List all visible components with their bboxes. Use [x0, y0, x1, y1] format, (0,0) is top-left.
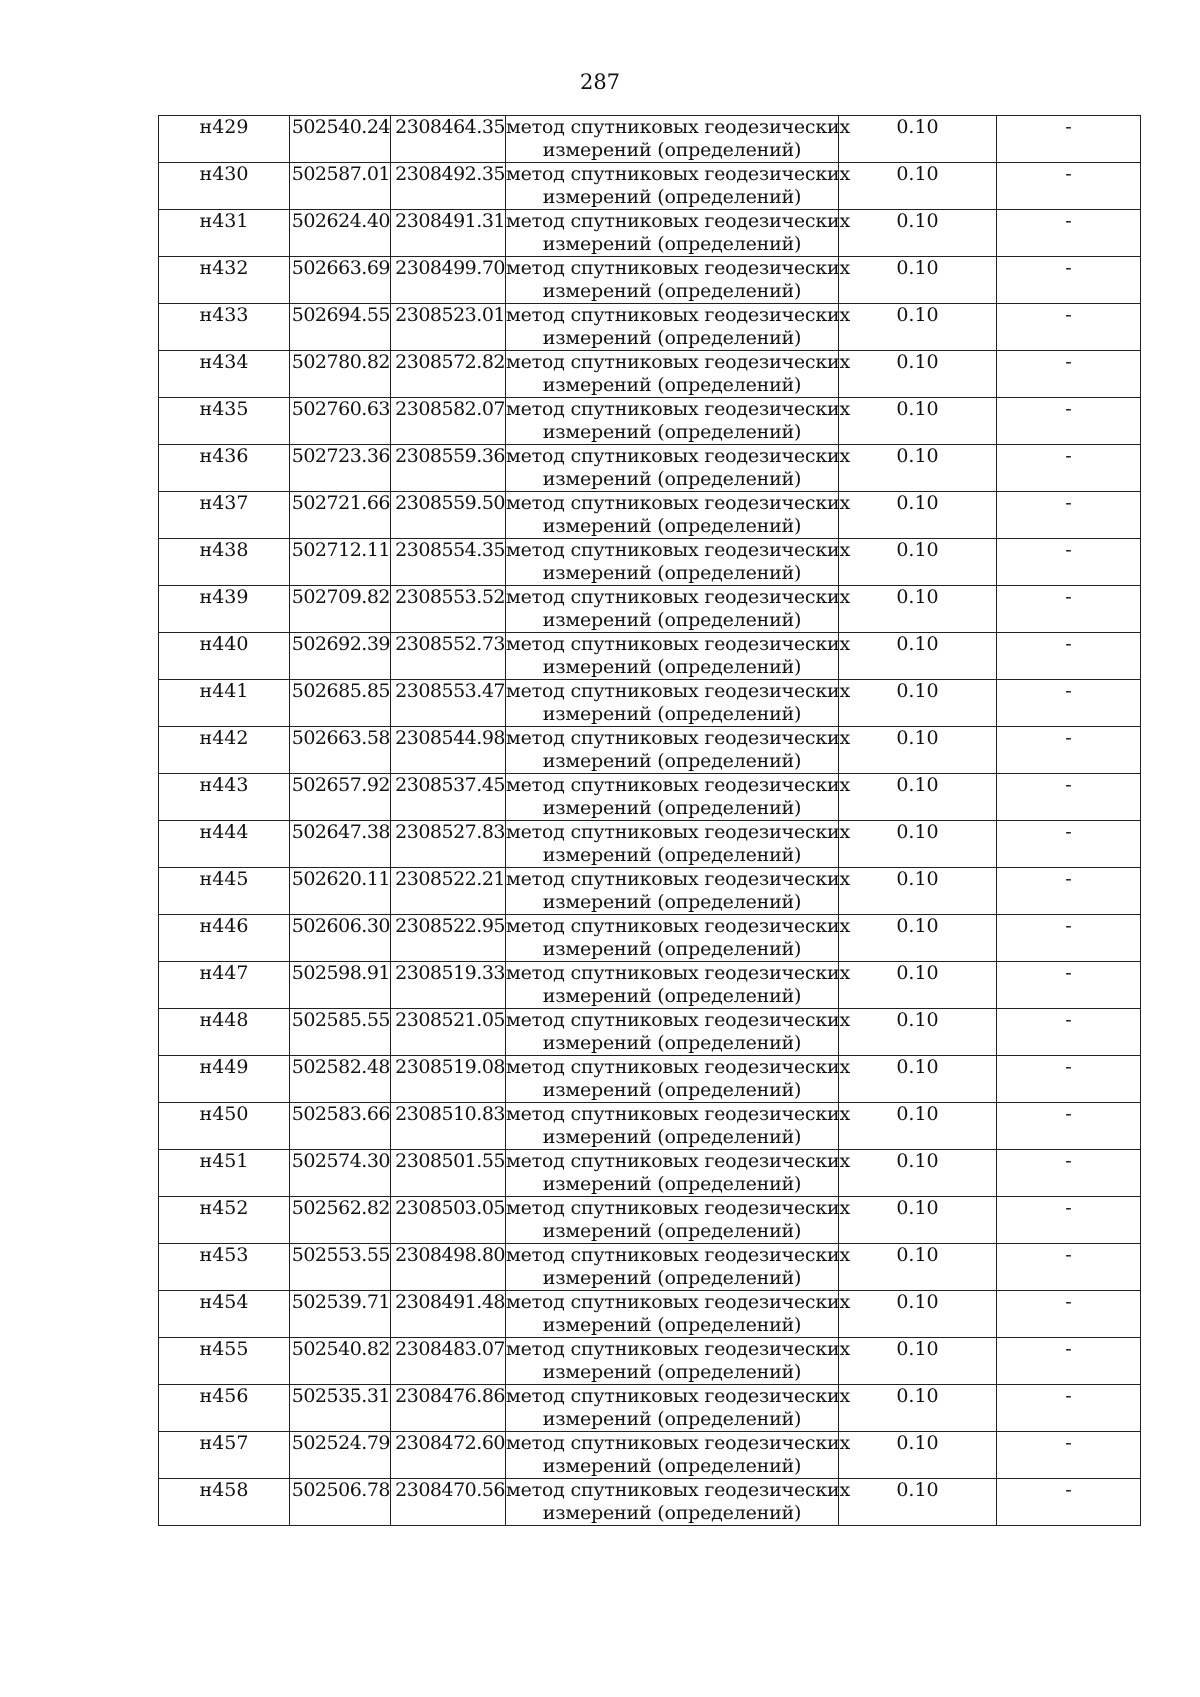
point-id-cell: н444	[159, 821, 290, 868]
method-line-1: метод спутниковых геодезических	[506, 1197, 851, 1219]
method-cell	[506, 1244, 851, 1291]
table-row	[159, 351, 1141, 398]
y-coordinate-cell: 2308552.73	[391, 633, 506, 680]
x-coordinate-cell: 502620.11	[290, 868, 391, 915]
y-coordinate-cell: 2308522.21	[391, 868, 506, 915]
method-line-1: метод спутниковых геодезических	[506, 633, 851, 655]
coordinates-table	[158, 115, 1141, 1526]
point-id-cell: н455	[159, 1338, 290, 1385]
y-coordinate-cell: 2308572.82	[391, 351, 506, 398]
x-coordinate-cell: 502587.01	[290, 163, 391, 210]
accuracy-cell: 0.10	[839, 116, 997, 163]
point-id-cell: н435	[159, 398, 290, 445]
description-cell: -	[997, 1009, 1141, 1056]
x-coordinate-cell: 502723.36	[290, 445, 391, 492]
method-cell	[506, 116, 851, 163]
table-row	[159, 1244, 1141, 1291]
table-row	[159, 1009, 1141, 1056]
y-coordinate-cell: 2308499.70	[391, 257, 506, 304]
point-id-cell: н447	[159, 962, 290, 1009]
method-line-2: измерений (определений)	[542, 844, 802, 866]
method-line-2: измерений (определений)	[542, 1173, 802, 1195]
description-cell: -	[997, 586, 1141, 633]
x-coordinate-cell: 502709.82	[290, 586, 391, 633]
table-row	[159, 539, 1141, 586]
accuracy-cell: 0.10	[839, 445, 997, 492]
method-line-1: метод спутниковых геодезических	[506, 351, 851, 373]
point-id-cell: н441	[159, 680, 290, 727]
description-cell: -	[997, 1244, 1141, 1291]
method-line-2: измерений (определений)	[542, 1079, 802, 1101]
table-row	[159, 304, 1141, 351]
method-line-2: измерений (определений)	[542, 280, 802, 302]
point-id-cell: н442	[159, 727, 290, 774]
method-line-2: измерений (определений)	[542, 1220, 802, 1242]
method-line-2: измерений (определений)	[542, 139, 802, 161]
method-line-2: измерений (определений)	[542, 233, 802, 255]
accuracy-cell: 0.10	[839, 821, 997, 868]
method-cell	[506, 492, 851, 539]
x-coordinate-cell: 502540.82	[290, 1338, 391, 1385]
point-id-cell: н432	[159, 257, 290, 304]
point-id-cell: н450	[159, 1103, 290, 1150]
point-id-cell: н458	[159, 1479, 290, 1526]
method-cell	[506, 1056, 851, 1103]
accuracy-cell: 0.10	[839, 351, 997, 398]
method-line-2: измерений (определений)	[542, 797, 802, 819]
method-line-2: измерений (определений)	[542, 750, 802, 772]
table-row	[159, 962, 1141, 1009]
y-coordinate-cell: 2308491.31	[391, 210, 506, 257]
description-cell: -	[997, 1385, 1141, 1432]
x-coordinate-cell: 502685.85	[290, 680, 391, 727]
y-coordinate-cell: 2308501.55	[391, 1150, 506, 1197]
table-row	[159, 445, 1141, 492]
method-cell	[506, 1291, 851, 1338]
description-cell: -	[997, 1432, 1141, 1479]
method-line-1: метод спутниковых геодезических	[506, 398, 851, 420]
description-cell: -	[997, 257, 1141, 304]
accuracy-cell: 0.10	[839, 633, 997, 680]
method-line-2: измерений (определений)	[542, 1314, 802, 1336]
y-coordinate-cell: 2308559.50	[391, 492, 506, 539]
table-row	[159, 1432, 1141, 1479]
x-coordinate-cell: 502624.40	[290, 210, 391, 257]
description-cell: -	[997, 351, 1141, 398]
method-line-1: метод спутниковых геодезических	[506, 1479, 851, 1501]
method-line-1: метод спутниковых геодезических	[506, 1150, 851, 1172]
accuracy-cell: 0.10	[839, 727, 997, 774]
method-cell	[506, 868, 851, 915]
y-coordinate-cell: 2308519.33	[391, 962, 506, 1009]
description-cell: -	[997, 774, 1141, 821]
method-line-2: измерений (определений)	[542, 938, 802, 960]
x-coordinate-cell: 502582.48	[290, 1056, 391, 1103]
accuracy-cell: 0.10	[839, 163, 997, 210]
description-cell: -	[997, 116, 1141, 163]
description-cell: -	[997, 1056, 1141, 1103]
method-cell	[506, 210, 851, 257]
description-cell: -	[997, 1338, 1141, 1385]
table-row	[159, 1338, 1141, 1385]
method-line-2: измерений (определений)	[542, 891, 802, 913]
y-coordinate-cell: 2308476.86	[391, 1385, 506, 1432]
x-coordinate-cell: 502506.78	[290, 1479, 391, 1526]
table-row	[159, 1103, 1141, 1150]
method-line-1: метод спутниковых геодезических	[506, 1009, 851, 1031]
x-coordinate-cell: 502692.39	[290, 633, 391, 680]
description-cell: -	[997, 1103, 1141, 1150]
x-coordinate-cell: 502540.24	[290, 116, 391, 163]
point-id-cell: н457	[159, 1432, 290, 1479]
x-coordinate-cell: 502760.63	[290, 398, 391, 445]
method-line-2: измерений (определений)	[542, 1408, 802, 1430]
method-line-1: метод спутниковых геодезических	[506, 1291, 851, 1313]
point-id-cell: н436	[159, 445, 290, 492]
method-cell	[506, 1009, 851, 1056]
method-line-1: метод спутниковых геодезических	[506, 163, 851, 185]
method-line-1: метод спутниковых геодезических	[506, 492, 851, 514]
method-cell	[506, 539, 851, 586]
point-id-cell: н449	[159, 1056, 290, 1103]
accuracy-cell: 0.10	[839, 1150, 997, 1197]
table-row	[159, 1385, 1141, 1432]
point-id-cell: н433	[159, 304, 290, 351]
y-coordinate-cell: 2308522.95	[391, 915, 506, 962]
method-line-2: измерений (определений)	[542, 609, 802, 631]
method-line-1: метод спутниковых геодезических	[506, 210, 851, 232]
accuracy-cell: 0.10	[839, 1056, 997, 1103]
method-cell	[506, 445, 851, 492]
method-line-1: метод спутниковых геодезических	[506, 962, 851, 984]
accuracy-cell: 0.10	[839, 1479, 997, 1526]
description-cell: -	[997, 492, 1141, 539]
point-id-cell: н440	[159, 633, 290, 680]
method-line-2: измерений (определений)	[542, 468, 802, 490]
y-coordinate-cell: 2308472.60	[391, 1432, 506, 1479]
accuracy-cell: 0.10	[839, 774, 997, 821]
point-id-cell: н454	[159, 1291, 290, 1338]
method-line-2: измерений (определений)	[542, 327, 802, 349]
accuracy-cell: 0.10	[839, 1432, 997, 1479]
method-line-1: метод спутниковых геодезических	[506, 1338, 851, 1360]
point-id-cell: н446	[159, 915, 290, 962]
x-coordinate-cell: 502574.30	[290, 1150, 391, 1197]
y-coordinate-cell: 2308559.36	[391, 445, 506, 492]
table-row	[159, 257, 1141, 304]
x-coordinate-cell: 502780.82	[290, 351, 391, 398]
method-cell	[506, 1197, 851, 1244]
point-id-cell: н445	[159, 868, 290, 915]
description-cell: -	[997, 727, 1141, 774]
method-cell	[506, 398, 851, 445]
method-line-2: измерений (определений)	[542, 1361, 802, 1383]
method-line-2: измерений (определений)	[542, 985, 802, 1007]
y-coordinate-cell: 2308503.05	[391, 1197, 506, 1244]
accuracy-cell: 0.10	[839, 586, 997, 633]
description-cell: -	[997, 163, 1141, 210]
y-coordinate-cell: 2308519.08	[391, 1056, 506, 1103]
method-cell	[506, 915, 851, 962]
x-coordinate-cell: 502583.66	[290, 1103, 391, 1150]
y-coordinate-cell: 2308470.56	[391, 1479, 506, 1526]
accuracy-cell: 0.10	[839, 304, 997, 351]
coordinates-table-body	[159, 116, 1141, 1526]
method-cell	[506, 821, 851, 868]
y-coordinate-cell: 2308464.35	[391, 116, 506, 163]
description-cell: -	[997, 210, 1141, 257]
page-number: 287	[579, 70, 621, 94]
x-coordinate-cell: 502606.30	[290, 915, 391, 962]
method-line-1: метод спутниковых геодезических	[506, 116, 851, 138]
table-row	[159, 774, 1141, 821]
method-line-2: измерений (определений)	[542, 515, 802, 537]
accuracy-cell: 0.10	[839, 1009, 997, 1056]
description-cell: -	[997, 1479, 1141, 1526]
description-cell: -	[997, 304, 1141, 351]
table-row	[159, 915, 1141, 962]
method-line-1: метод спутниковых геодезических	[506, 1244, 851, 1266]
description-cell: -	[997, 915, 1141, 962]
x-coordinate-cell: 502647.38	[290, 821, 391, 868]
table-row	[159, 163, 1141, 210]
table-row	[159, 116, 1141, 163]
y-coordinate-cell: 2308553.47	[391, 680, 506, 727]
accuracy-cell: 0.10	[839, 1244, 997, 1291]
y-coordinate-cell: 2308523.01	[391, 304, 506, 351]
x-coordinate-cell: 502721.66	[290, 492, 391, 539]
description-cell: -	[997, 962, 1141, 1009]
description-cell: -	[997, 680, 1141, 727]
table-row	[159, 821, 1141, 868]
y-coordinate-cell: 2308498.80	[391, 1244, 506, 1291]
y-coordinate-cell: 2308544.98	[391, 727, 506, 774]
method-cell	[506, 163, 851, 210]
x-coordinate-cell: 502562.82	[290, 1197, 391, 1244]
accuracy-cell: 0.10	[839, 210, 997, 257]
y-coordinate-cell: 2308491.48	[391, 1291, 506, 1338]
method-cell	[506, 633, 851, 680]
accuracy-cell: 0.10	[839, 1197, 997, 1244]
method-line-2: измерений (определений)	[542, 1032, 802, 1054]
accuracy-cell: 0.10	[839, 398, 997, 445]
description-cell: -	[997, 1291, 1141, 1338]
accuracy-cell: 0.10	[839, 539, 997, 586]
point-id-cell: н439	[159, 586, 290, 633]
point-id-cell: н443	[159, 774, 290, 821]
method-line-2: измерений (определений)	[542, 703, 802, 725]
method-line-2: измерений (определений)	[542, 1267, 802, 1289]
point-id-cell: н453	[159, 1244, 290, 1291]
description-cell: -	[997, 868, 1141, 915]
accuracy-cell: 0.10	[839, 680, 997, 727]
y-coordinate-cell: 2308483.07	[391, 1338, 506, 1385]
table-row	[159, 1056, 1141, 1103]
method-cell	[506, 304, 851, 351]
x-coordinate-cell: 502663.58	[290, 727, 391, 774]
description-cell: -	[997, 633, 1141, 680]
y-coordinate-cell: 2308582.07	[391, 398, 506, 445]
description-cell: -	[997, 1197, 1141, 1244]
description-cell: -	[997, 445, 1141, 492]
point-id-cell: н429	[159, 116, 290, 163]
method-line-2: измерений (определений)	[542, 186, 802, 208]
x-coordinate-cell: 502663.69	[290, 257, 391, 304]
method-line-1: метод спутниковых геодезических	[506, 727, 851, 749]
method-line-2: измерений (определений)	[542, 1455, 802, 1477]
table-row	[159, 1150, 1141, 1197]
y-coordinate-cell: 2308553.52	[391, 586, 506, 633]
table-row	[159, 1479, 1141, 1526]
method-cell	[506, 257, 851, 304]
method-line-2: измерений (определений)	[542, 421, 802, 443]
table-row	[159, 633, 1141, 680]
method-cell	[506, 1103, 851, 1150]
method-line-2: измерений (определений)	[542, 1126, 802, 1148]
method-line-1: метод спутниковых геодезических	[506, 1103, 851, 1125]
table-row	[159, 210, 1141, 257]
y-coordinate-cell: 2308510.83	[391, 1103, 506, 1150]
method-line-1: метод спутниковых геодезических	[506, 257, 851, 279]
method-line-2: измерений (определений)	[542, 562, 802, 584]
x-coordinate-cell: 502553.55	[290, 1244, 391, 1291]
method-line-1: метод спутниковых геодезических	[506, 774, 851, 796]
method-line-1: метод спутниковых геодезических	[506, 680, 851, 702]
point-id-cell: н448	[159, 1009, 290, 1056]
method-cell	[506, 1338, 851, 1385]
point-id-cell: н451	[159, 1150, 290, 1197]
point-id-cell: н452	[159, 1197, 290, 1244]
method-cell	[506, 1150, 851, 1197]
x-coordinate-cell: 502539.71	[290, 1291, 391, 1338]
description-cell: -	[997, 539, 1141, 586]
x-coordinate-cell: 502598.91	[290, 962, 391, 1009]
y-coordinate-cell: 2308554.35	[391, 539, 506, 586]
method-line-1: метод спутниковых геодезических	[506, 445, 851, 467]
accuracy-cell: 0.10	[839, 868, 997, 915]
x-coordinate-cell: 502694.55	[290, 304, 391, 351]
method-line-1: метод спутниковых геодезических	[506, 304, 851, 326]
method-line-2: измерений (определений)	[542, 656, 802, 678]
y-coordinate-cell: 2308521.05	[391, 1009, 506, 1056]
method-cell	[506, 351, 851, 398]
accuracy-cell: 0.10	[839, 1291, 997, 1338]
method-cell	[506, 774, 851, 821]
method-cell	[506, 586, 851, 633]
method-cell	[506, 1432, 851, 1479]
x-coordinate-cell: 502585.55	[290, 1009, 391, 1056]
table-row	[159, 1197, 1141, 1244]
method-line-1: метод спутниковых геодезических	[506, 1385, 851, 1407]
method-cell	[506, 1479, 851, 1526]
table-row	[159, 680, 1141, 727]
y-coordinate-cell: 2308537.45	[391, 774, 506, 821]
y-coordinate-cell: 2308492.35	[391, 163, 506, 210]
description-cell: -	[997, 1150, 1141, 1197]
method-line-1: метод спутниковых геодезических	[506, 1432, 851, 1454]
point-id-cell: н437	[159, 492, 290, 539]
point-id-cell: н430	[159, 163, 290, 210]
table-row	[159, 727, 1141, 774]
method-cell	[506, 962, 851, 1009]
x-coordinate-cell: 502657.92	[290, 774, 391, 821]
accuracy-cell: 0.10	[839, 962, 997, 1009]
table-row	[159, 868, 1141, 915]
y-coordinate-cell: 2308527.83	[391, 821, 506, 868]
table-row	[159, 492, 1141, 539]
accuracy-cell: 0.10	[839, 1103, 997, 1150]
method-line-1: метод спутниковых геодезических	[506, 539, 851, 561]
x-coordinate-cell: 502524.79	[290, 1432, 391, 1479]
x-coordinate-cell: 502712.11	[290, 539, 391, 586]
method-cell	[506, 1385, 851, 1432]
method-line-1: метод спутниковых геодезических	[506, 1056, 851, 1078]
description-cell: -	[997, 821, 1141, 868]
point-id-cell: н456	[159, 1385, 290, 1432]
accuracy-cell: 0.10	[839, 492, 997, 539]
accuracy-cell: 0.10	[839, 915, 997, 962]
point-id-cell: н434	[159, 351, 290, 398]
method-cell	[506, 727, 851, 774]
method-line-1: метод спутниковых геодезических	[506, 821, 851, 843]
method-line-2: измерений (определений)	[542, 1502, 802, 1524]
table-row	[159, 1291, 1141, 1338]
point-id-cell: н431	[159, 210, 290, 257]
method-cell	[506, 680, 851, 727]
accuracy-cell: 0.10	[839, 1385, 997, 1432]
description-cell: -	[997, 398, 1141, 445]
accuracy-cell: 0.10	[839, 257, 997, 304]
accuracy-cell: 0.10	[839, 1338, 997, 1385]
x-coordinate-cell: 502535.31	[290, 1385, 391, 1432]
table-row	[159, 398, 1141, 445]
point-id-cell: н438	[159, 539, 290, 586]
method-line-1: метод спутниковых геодезических	[506, 586, 851, 608]
table-row	[159, 586, 1141, 633]
method-line-1: метод спутниковых геодезических	[506, 868, 851, 890]
method-line-1: метод спутниковых геодезических	[506, 915, 851, 937]
method-line-2: измерений (определений)	[542, 374, 802, 396]
